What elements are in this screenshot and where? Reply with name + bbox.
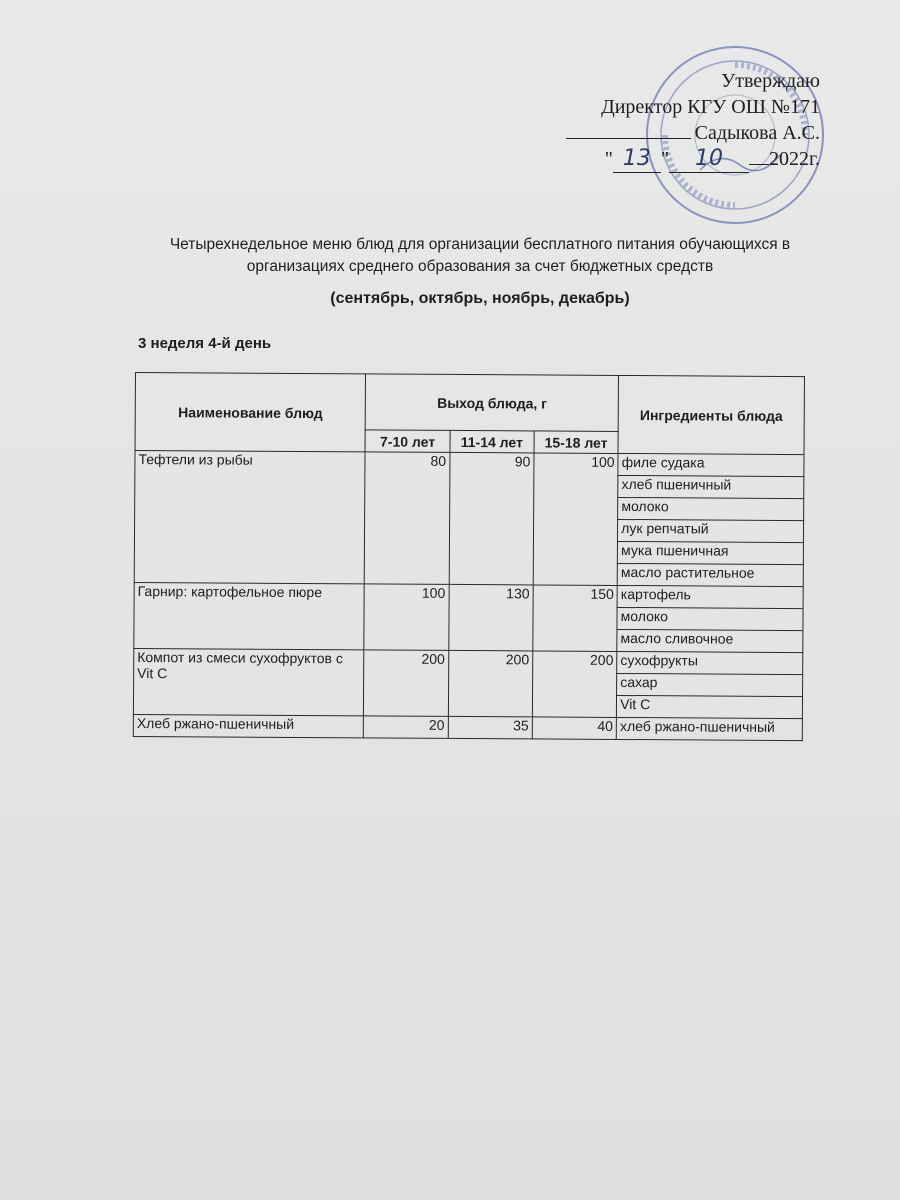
header-ingredients: Ингредиенты блюда — [618, 375, 804, 454]
yield-11-14: 90 — [449, 452, 534, 585]
approval-date: " 13 " 10 2022г. — [604, 146, 820, 171]
ingredient: филе судака — [618, 453, 804, 476]
ingredient: мука пшеничная — [617, 541, 803, 564]
week-day-label: 3 неделя 4-й день — [138, 335, 272, 352]
dish-name: Тефтели из рыбы — [134, 451, 365, 584]
approval-position: Директор КГУ ОШ №171 — [601, 96, 820, 118]
ingredient: масло растительное — [617, 563, 803, 586]
yield-11-14: 130 — [448, 584, 533, 651]
document-title: Четырехнедельное меню блюд для организации бесплатного питания обучающихся в организациях среднего образования за счет бюджетных средств — [169, 236, 791, 275]
ingredient: масло сливочное — [617, 629, 803, 652]
ingredient: сахар — [617, 673, 803, 696]
date-year: 2022г. — [769, 148, 820, 170]
yield-7-10: 20 — [364, 716, 448, 739]
header-yield: Выход блюда, г — [366, 374, 619, 432]
table-row — [134, 648, 803, 674]
yield-15-18: 100 — [533, 453, 618, 586]
ingredient: лук репчатый — [618, 519, 804, 542]
dish-name: Хлеб ржано-пшеничный — [133, 714, 363, 737]
menu-table — [133, 372, 805, 741]
date-month: 10 — [669, 146, 749, 173]
dish-name: Компот из смеси сухофруктов с Vit C — [133, 648, 364, 715]
approval-signature-line — [560, 120, 820, 146]
table-row — [133, 714, 802, 740]
approval-title: Утверждаю — [721, 70, 820, 92]
header-age-11-14: 11-14 лет — [450, 430, 534, 453]
yield-15-18: 40 — [532, 717, 616, 740]
document-subtitle: (сентябрь, октябрь, ноябрь, декабрь) — [330, 290, 630, 307]
dish-name: Гарнир: картофельное пюре — [134, 582, 365, 649]
table-row — [135, 451, 804, 477]
date-day: 13 — [613, 146, 661, 173]
yield-7-10: 100 — [364, 584, 449, 651]
ingredient: хлеб пшеничный — [618, 475, 804, 498]
yield-7-10: 200 — [364, 650, 449, 717]
header-age-15-18: 15-18 лет — [534, 431, 618, 454]
ingredient: молоко — [617, 607, 803, 630]
ingredient: хлеб ржано-пшеничный — [616, 717, 802, 740]
ingredient: Vit C — [617, 695, 803, 718]
signature — [566, 120, 691, 139]
ingredient: молоко — [618, 497, 804, 520]
header-dish-name: Наименование блюд — [135, 373, 366, 452]
ingredient: картофель — [617, 585, 803, 608]
ingredient: сухофрукты — [617, 651, 803, 674]
yield-15-18: 200 — [532, 651, 617, 718]
yield-11-14: 35 — [448, 716, 532, 739]
yield-7-10: 80 — [365, 452, 450, 585]
header-age-7-10: 7-10 лет — [365, 430, 449, 453]
approval-block — [560, 68, 820, 173]
approver-name: Садыкова А.С. — [694, 122, 820, 144]
yield-11-14: 200 — [448, 650, 533, 717]
yield-15-18: 150 — [533, 585, 618, 652]
table-row — [134, 582, 803, 608]
